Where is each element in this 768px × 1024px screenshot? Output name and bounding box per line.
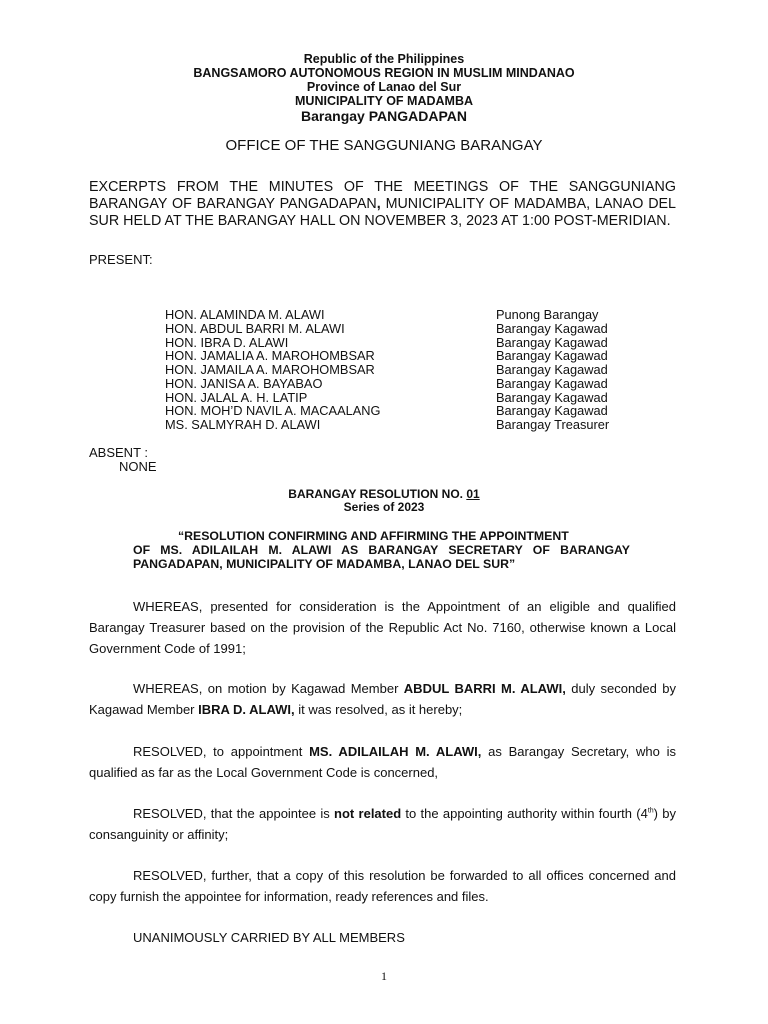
roster-row — [165, 404, 635, 418]
resolved-paragraph-2 — [89, 803, 676, 845]
paragraph-text: RESOLVED, to appointment — [133, 744, 310, 759]
paragraph-text: UNANIMOUSLY CARRIED BY ALL MEMBERS — [133, 930, 405, 945]
paragraph-text: RESOLVED, that the appointee is — [133, 806, 335, 821]
paragraph-text: duly seconded by Kagawad Member — [89, 681, 676, 717]
seconder-name: IBRA D. ALAWI, — [198, 702, 295, 717]
paragraph-text: it was resolved, as it hereby; — [294, 702, 463, 717]
mover-name: ABDUL BARRI M. ALAWI, — [403, 681, 566, 696]
resolution-title — [133, 529, 630, 571]
attendance-roster — [165, 308, 635, 432]
paragraph-text: WHEREAS, on motion by Kagawad Member — [133, 681, 404, 696]
excerpt-text-2: MUNICIPALITY OF MADAMBA, LANAO DEL SUR HELD AT THE BARANGAY HALL ON NOVEMBER 3, 2023 AT 1:00 POST-MERIDIAN. — [89, 196, 677, 229]
ordinal-superscript: th — [647, 807, 654, 815]
member-position: Barangay Kagawad — [496, 320, 608, 336]
roster-row — [165, 349, 635, 363]
present-label: PRESENT: — [89, 252, 153, 267]
absent-label: ABSENT : — [89, 445, 149, 460]
absent-value: NONE — [119, 459, 157, 474]
excerpt-paragraph — [89, 179, 676, 230]
letterhead — [0, 52, 768, 124]
header-barangay: Barangay PANGADAPAN — [301, 108, 467, 124]
paragraph-text: ) by consanguinity or affinity; — [89, 806, 676, 842]
absent-section — [89, 446, 157, 474]
paragraph-text: WHEREAS, presented for consideration is the Appointment of an eligible and qualified Barangay Treasurer based on the provision of the Republic Act No. 7160, otherwise known a Local Government Code of 1991; — [89, 599, 676, 656]
resolution-number: 01 — [466, 487, 480, 501]
resolution-prefix: BARANGAY RESOLUTION NO. — [288, 487, 467, 501]
member-position: Barangay Kagawad — [496, 334, 608, 350]
member-position: Barangay Kagawad — [496, 375, 608, 391]
carried-statement — [89, 927, 676, 948]
resolution-series: Series of 2023 — [343, 500, 425, 514]
roster-row — [165, 418, 635, 432]
member-name: HON. ALAMINDA M. ALAWI — [165, 307, 325, 322]
whereas-paragraph-1 — [89, 596, 676, 659]
header-municipality: MUNICIPALITY OF MADAMBA — [295, 94, 473, 108]
resolution-title-rest: OF MS. ADILAILAH M. ALAWI AS BARANGAY SECRETARY OF BARANGAY PANGADAPAN, MUNICIPALITY OF MADAMBA, LANAO DEL SUR” — [133, 543, 630, 571]
page-number: 1 — [381, 969, 387, 983]
resolution-heading — [0, 488, 768, 514]
header-province: Province of Lanao del Sur — [306, 80, 462, 94]
roster-row — [165, 377, 635, 391]
excerpt-text-1: EXCERPTS FROM THE MINUTES OF THE MEETINGS OF THE SANGGUNIANG BARANGAY OF BARANGAY PANGADAPAN — [89, 179, 676, 212]
appointee-name: MS. ADILAILAH M. ALAWI, — [309, 744, 482, 759]
member-name: HON. JANISA A. BAYABAO — [165, 375, 323, 391]
paragraph-text: as Barangay Secretary, who is qualified as far as the Local Government Code is concerned, — [89, 744, 676, 780]
member-name: HON. JAMAILA A. MAROHOMBSAR — [165, 362, 375, 377]
member-name: HON. JAMALIA A. MAROHOMBSAR — [165, 348, 375, 364]
roster-row — [165, 391, 635, 405]
paragraph-text: RESOLVED, further, that a copy of this resolution be forwarded to all offices concerned and copy furnish the appointee for information, ready references and files. — [89, 868, 676, 904]
member-position: Barangay Treasurer — [496, 417, 610, 432]
not-related-emphasis: not related — [334, 806, 402, 821]
office-title: OFFICE OF THE SANGGUNIANG BARANGAY — [225, 137, 543, 154]
member-position: Barangay Kagawad — [496, 348, 608, 364]
resolved-paragraph-3 — [89, 865, 676, 907]
member-name: HON. JALAL A. H. LATIP — [165, 389, 308, 405]
header-region: BANGSAMORO AUTONOMOUS REGION IN MUSLIM MINDANAO — [193, 66, 575, 80]
member-name: MS. SALMYRAH D. ALAWI — [165, 417, 321, 432]
header-republic: Republic of the Philippines — [303, 52, 465, 66]
member-name: HON. MOH’D NAVIL A. MACAALANG — [165, 403, 381, 419]
whereas-paragraph-2 — [89, 678, 676, 720]
resolved-paragraph-1 — [89, 741, 676, 783]
roster-row — [165, 363, 635, 377]
resolution-title-line1: “RESOLUTION CONFIRMING AND AFFIRMING THE APPOINTMENT — [178, 529, 569, 543]
member-name: HON. IBRA D. ALAWI — [165, 334, 289, 350]
excerpt-comma: , — [376, 196, 381, 212]
member-position: Barangay Kagawad — [496, 403, 608, 419]
paragraph-text: to the appointing authority within fourth (4 — [401, 806, 648, 821]
member-position: Barangay Kagawad — [496, 362, 608, 377]
roster-row — [165, 308, 635, 322]
member-name: HON. ABDUL BARRI M. ALAWI — [165, 320, 345, 336]
roster-row — [165, 322, 635, 336]
roster-row — [165, 336, 635, 350]
member-position: Barangay Kagawad — [496, 389, 608, 405]
member-position: Punong Barangay — [496, 307, 599, 322]
